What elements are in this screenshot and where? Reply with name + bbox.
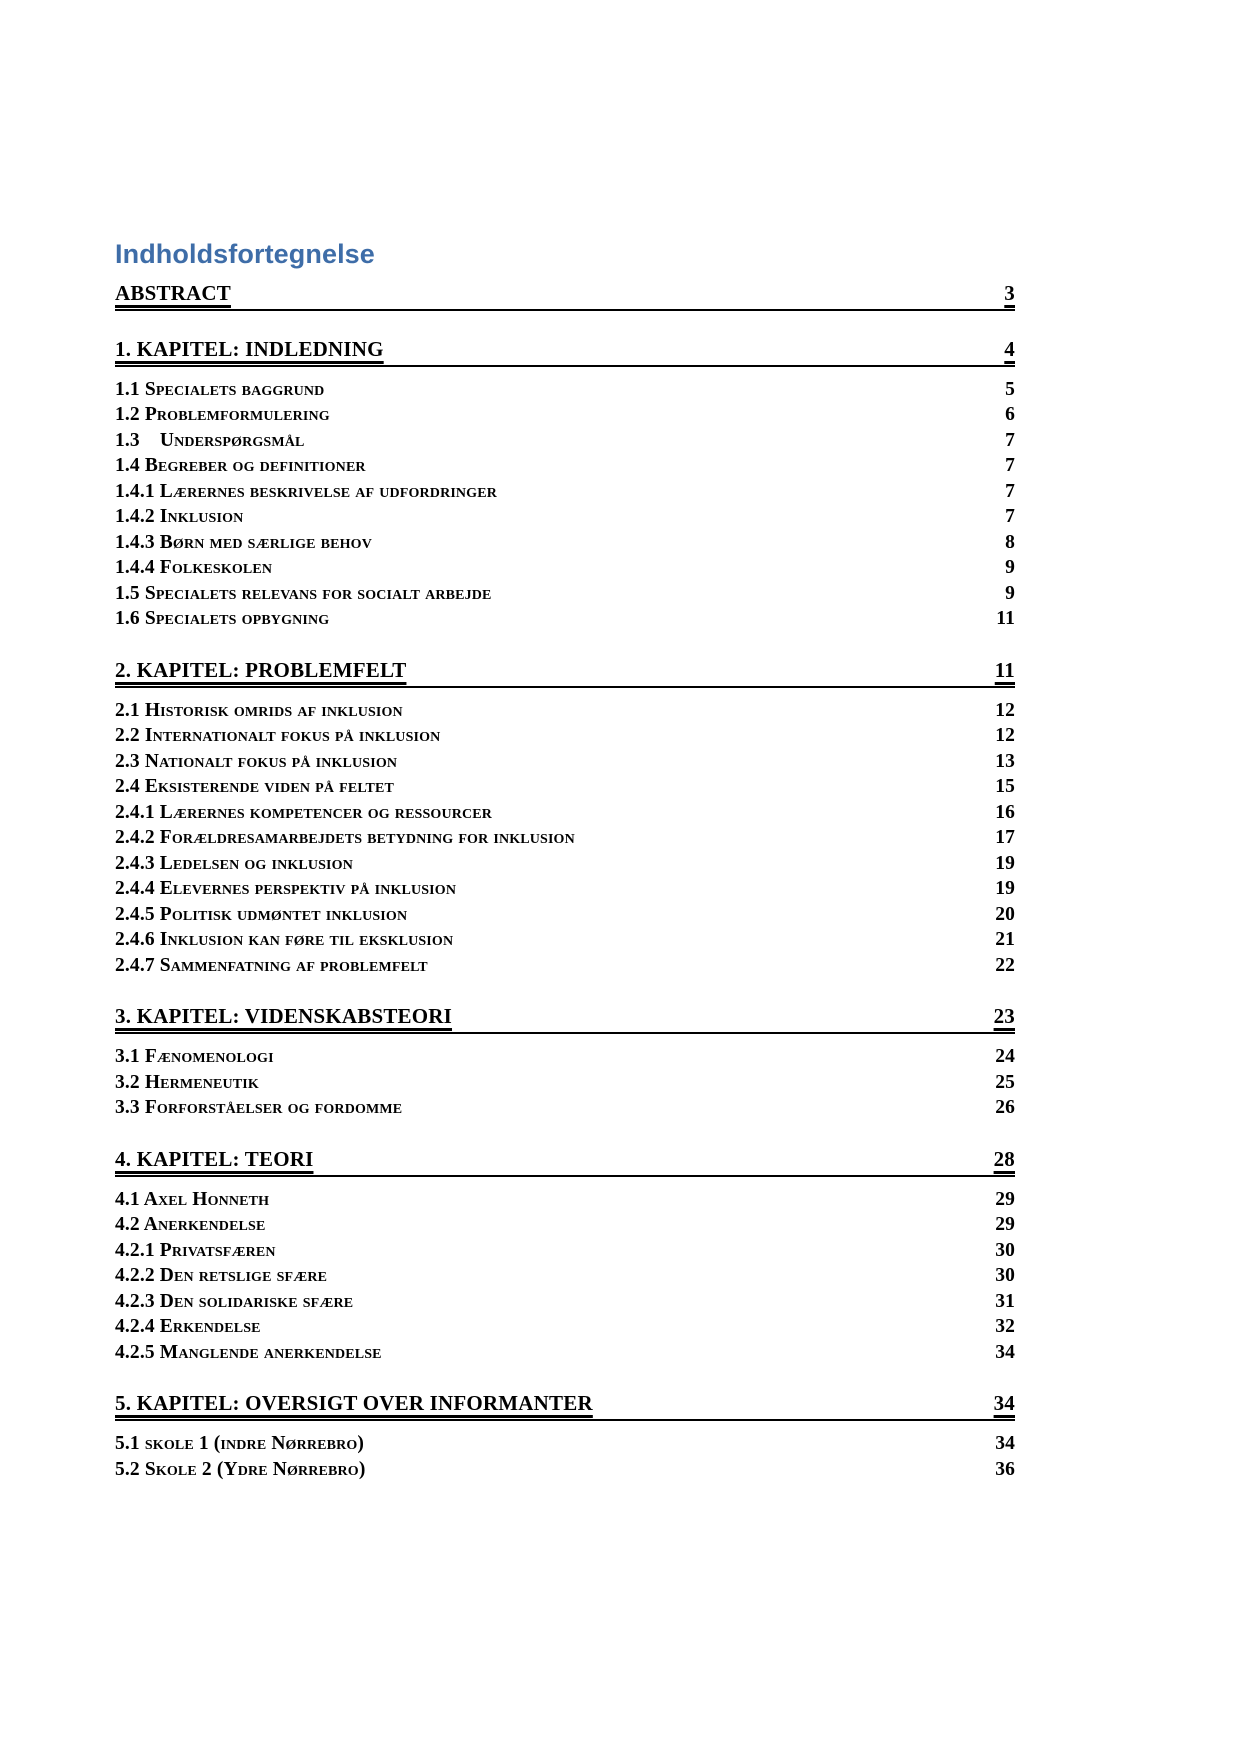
toc-entry[interactable]: [115, 1187, 1015, 1213]
toc-entry-page-number: 7: [1005, 429, 1015, 451]
toc-entry[interactable]: [115, 555, 1015, 581]
toc-entry-page-number: 16: [995, 801, 1015, 823]
toc-entry-label: 5. KAPITEL: OVERSIGT OVER INFORMANTER: [115, 1391, 593, 1416]
toc-entry-page-number: 9: [1005, 557, 1015, 579]
toc-entry-page-number: 7: [1005, 480, 1015, 502]
toc-entry-page-number: 26: [995, 1097, 1015, 1119]
toc-entry-label: 1.4.4 Folkeskolen: [115, 557, 273, 579]
toc-entry[interactable]: [115, 1070, 1015, 1096]
toc-entry-page-number: 11: [994, 657, 1015, 682]
toc-entry[interactable]: [115, 749, 1015, 775]
toc-entry[interactable]: [115, 698, 1015, 724]
toc-entry-page-number: 19: [995, 852, 1015, 874]
toc-entry-page-number: 17: [995, 827, 1015, 849]
toc-entry-page-number: 3: [1004, 280, 1015, 305]
toc-entry-page-number: 34: [995, 1433, 1015, 1455]
toc-entry-label: 1.6 Specialets opbygning: [115, 608, 330, 630]
toc-entry-page-number: 4: [1004, 336, 1015, 361]
toc-entry-page-number: 7: [1005, 455, 1015, 477]
toc-entry[interactable]: [115, 825, 1015, 851]
toc-entry[interactable]: [115, 1393, 1015, 1421]
toc-entry[interactable]: [115, 876, 1015, 902]
toc-entry-label: 2.4.5 Politisk udmøntet inklusion: [115, 903, 408, 925]
toc-entry-label: 2.2 Internationalt fokus på inklusion: [115, 725, 441, 747]
toc-entry-label: 4. KAPITEL: TEORI: [115, 1146, 314, 1171]
toc-entry-page-number: 29: [995, 1188, 1015, 1210]
toc-entry-page-number: 32: [995, 1316, 1015, 1338]
toc-entry-page-number: 12: [995, 725, 1015, 747]
toc-entry-label: 4.1 Axel Honneth: [115, 1188, 270, 1210]
toc-entry-label: 4.2.2 Den retslige sfære: [115, 1265, 328, 1287]
toc-entry-page-number: 36: [995, 1458, 1015, 1480]
page-title: Indholdsfortegnelse: [115, 239, 375, 269]
toc-entry[interactable]: [115, 1314, 1015, 1340]
toc-entry-label: 4.2.3 Den solidariske sfære: [115, 1290, 354, 1312]
toc-entry-label: 2.4.3 Ledelsen og inklusion: [115, 852, 353, 874]
toc-entry-page-number: 30: [995, 1239, 1015, 1261]
toc-entry[interactable]: [115, 1212, 1015, 1238]
toc-entry-label: 2.4 Eksisterende viden på feltet: [115, 776, 395, 798]
toc-entry-page-number: 20: [995, 903, 1015, 925]
toc-entry-page-number: 25: [995, 1071, 1015, 1093]
toc-entry-label: 3.2 Hermeneutik: [115, 1071, 259, 1093]
toc-entry-label: 3.3 Forforståelser og fordomme: [115, 1097, 403, 1119]
toc-entry[interactable]: [115, 1431, 1015, 1457]
toc-entry[interactable]: [115, 428, 1015, 454]
toc-entry-page-number: 15: [995, 776, 1015, 798]
toc-entry[interactable]: [115, 1340, 1015, 1366]
toc-entry[interactable]: [115, 1095, 1015, 1121]
toc-entry-page-number: 11: [996, 608, 1015, 630]
toc-entry-page-number: 34: [995, 1341, 1015, 1363]
toc-entry[interactable]: [115, 1006, 1015, 1034]
toc-entry-label: 1.1 Specialets baggrund: [115, 378, 325, 400]
toc-entry[interactable]: [115, 1146, 1015, 1177]
toc-entry-label: 4.2.1 Privatsfæren: [115, 1239, 276, 1261]
toc-entry[interactable]: [115, 606, 1015, 632]
toc-entry-label: 3.1 Fænomenologi: [115, 1046, 274, 1068]
toc-entry-label: 2.3 Nationalt fokus på inklusion: [115, 750, 398, 772]
toc-entry-label: 1.4.2 Inklusion: [115, 506, 244, 528]
toc-entry[interactable]: [115, 1457, 1015, 1483]
toc-entry-label: 1.3 Underspørgsmål: [115, 429, 305, 451]
toc-entry-label: 1.5 Specialets relevans for socialt arbejde: [115, 582, 492, 604]
toc-entry-label: 4.2.5 Manglende anerkendelse: [115, 1341, 382, 1363]
toc-entry-label: 2.4.6 Inklusion kan føre til eksklusion: [115, 929, 454, 951]
toc-entry-page-number: 22: [995, 954, 1015, 976]
toc-entry-page-number: 13: [995, 750, 1015, 772]
toc-entry[interactable]: [115, 530, 1015, 556]
toc-entry[interactable]: [115, 377, 1015, 403]
toc-entry[interactable]: [115, 657, 1015, 688]
toc-entry-page-number: 34: [993, 1391, 1015, 1416]
toc-entry-label: 4.2.4 Erkendelse: [115, 1316, 261, 1338]
toc-entry-page-number: 12: [995, 699, 1015, 721]
toc-entry[interactable]: [115, 953, 1015, 979]
toc-entry-label: 5.2 Skole 2 (Ydre Nørrebro): [115, 1458, 366, 1480]
table-of-contents: [115, 280, 1015, 1483]
toc-entry-page-number: 31: [995, 1290, 1015, 1312]
toc-entry[interactable]: [115, 1263, 1015, 1289]
toc-entry-label: 2.4.4 Elevernes perspektiv på inklusion: [115, 878, 457, 900]
toc-entry-label: 1.4.1 Lærernes beskrivelse af udfordringer: [115, 480, 497, 502]
toc-entry[interactable]: [115, 453, 1015, 479]
toc-entry-label: 1.2 Problemformulering: [115, 404, 330, 426]
toc-entry-page-number: 30: [995, 1265, 1015, 1287]
toc-entry-label: 3. KAPITEL: VIDENSKABSTEORI: [115, 1004, 453, 1029]
toc-entry[interactable]: [115, 402, 1015, 428]
toc-entry-page-number: 29: [995, 1214, 1015, 1236]
toc-entry[interactable]: [115, 774, 1015, 800]
toc-entry-page-number: 9: [1005, 582, 1015, 604]
toc-entry[interactable]: [115, 927, 1015, 953]
toc-entry-page-number: 6: [1005, 404, 1015, 426]
toc-entry[interactable]: [115, 1044, 1015, 1070]
toc-entry-page-number: 19: [995, 878, 1015, 900]
toc-entry-label: 5.1 skole 1 (indre Nørrebro): [115, 1433, 365, 1455]
toc-entry-label: 4.2 Anerkendelse: [115, 1214, 266, 1236]
toc-entry[interactable]: [115, 1289, 1015, 1315]
toc-entry[interactable]: [115, 723, 1015, 749]
toc-entry[interactable]: [115, 902, 1015, 928]
toc-entry-page-number: 21: [995, 929, 1015, 951]
toc-entry-label: 2.1 Historisk omrids af inklusion: [115, 699, 403, 721]
toc-entry-label: 1.4 Begreber og definitioner: [115, 455, 366, 477]
toc-entry[interactable]: [115, 1238, 1015, 1264]
toc-entry-label: 2.4.1 Lærernes kompetencer og ressourcer: [115, 801, 492, 823]
toc-entry-label: 2.4.7 Sammenfatning af problemfelt: [115, 954, 428, 976]
toc-entry-label: ABSTRACT: [115, 280, 231, 305]
toc-entry-label: 2. KAPITEL: PROBLEMFELT: [115, 657, 407, 682]
toc-entry-label: 1.4.3 Børn med særlige behov: [115, 531, 372, 553]
toc-entry[interactable]: [115, 336, 1015, 367]
toc-entry[interactable]: [115, 504, 1015, 530]
toc-entry-page-number: 24: [995, 1046, 1015, 1068]
toc-entry-page-number: 8: [1005, 531, 1015, 553]
toc-entry-page-number: 23: [993, 1004, 1015, 1029]
toc-entry-label: 2.4.2 Forældresamarbejdets betydning for inklusion: [115, 827, 575, 849]
toc-entry-label: 1. KAPITEL: INDLEDNING: [115, 336, 384, 361]
toc-entry-page-number: 5: [1005, 378, 1015, 400]
toc-entry[interactable]: [115, 479, 1015, 505]
toc-entry[interactable]: [115, 280, 1015, 311]
toc-entry[interactable]: [115, 800, 1015, 826]
toc-entry[interactable]: [115, 581, 1015, 607]
toc-entry[interactable]: [115, 851, 1015, 877]
toc-entry-page-number: 7: [1005, 506, 1015, 528]
toc-entry-page-number: 28: [993, 1146, 1015, 1171]
